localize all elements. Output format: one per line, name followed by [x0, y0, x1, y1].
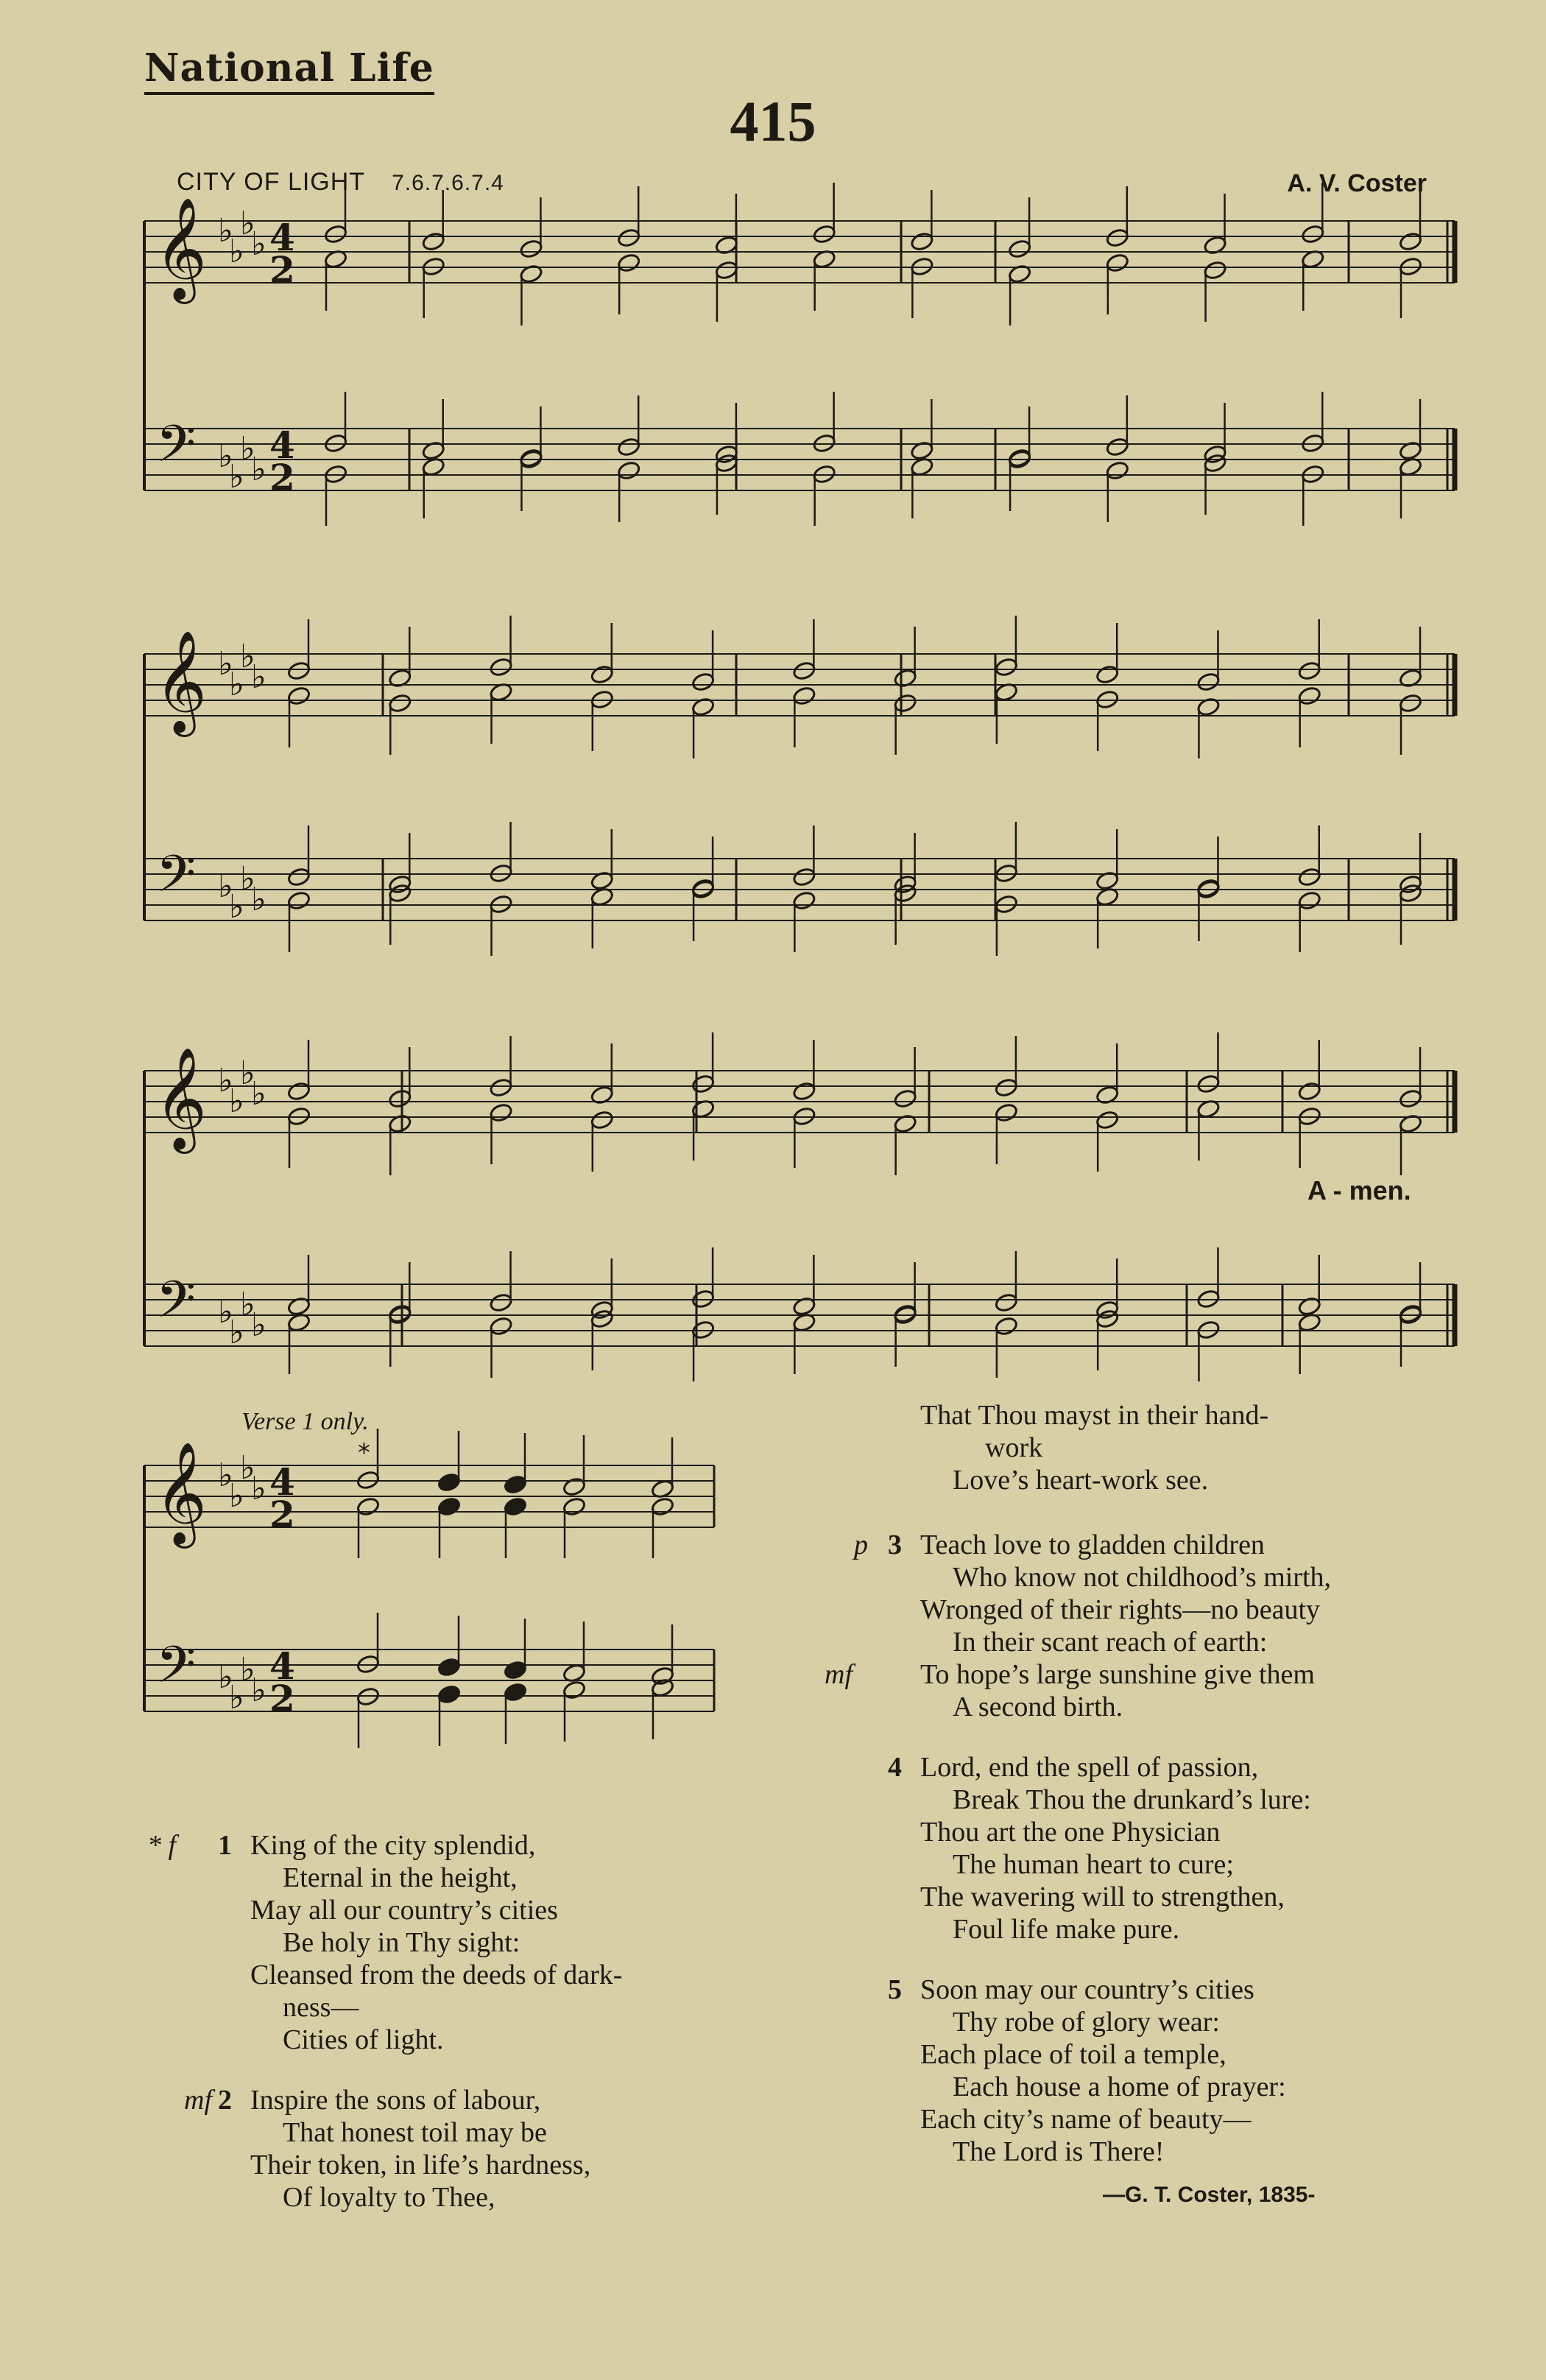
verse-line: 4 Lord, end the spell of passion, [888, 1752, 1259, 1783]
time-signature: 4 [269, 423, 295, 467]
flat-sign: ♭ [240, 1449, 255, 1487]
treble-clef: 𝄞 [155, 1442, 207, 1544]
dynamic-marking: p [854, 1529, 868, 1560]
note-head [562, 1476, 586, 1497]
flat-sign: ♭ [251, 451, 267, 488]
verse-1 [147, 1829, 623, 2056]
note-head [994, 1102, 1018, 1123]
note-head [562, 1496, 586, 1517]
note-head [650, 1496, 674, 1517]
verse-line: The wavering will to strengthen, [920, 1881, 1285, 1912]
verse-line: Cleansed from the deeds of dark- [250, 1960, 623, 1990]
verse-line: work [985, 1432, 1043, 1463]
verse-line: ness— [283, 1992, 359, 2023]
note-head [893, 693, 917, 714]
verse-line: That Thou mayst in their hand- [920, 1400, 1269, 1431]
flat-sign: ♭ [218, 1457, 233, 1494]
note-head [1301, 224, 1325, 244]
note-head [1105, 228, 1129, 248]
note-head [994, 657, 1018, 677]
verse-line: Break Thou the drunkard’s lure: [953, 1784, 1311, 1815]
verse-two-continuation [920, 1399, 1268, 1496]
flat-sign: ♭ [251, 658, 267, 696]
time-signature: 4 [269, 1460, 295, 1504]
flat-sign: ♭ [240, 1055, 255, 1092]
time-signature: 2 [269, 456, 295, 499]
verse-5 [888, 1974, 1331, 2168]
note-head [437, 1657, 461, 1677]
dynamic-marking: * f [147, 1830, 177, 1861]
flat-sign: ♭ [218, 1658, 233, 1696]
dynamic-marking: mf [825, 1659, 853, 1690]
verse-line: mf To hope’s large sunshine give them [825, 1659, 1315, 1690]
note-head [590, 1110, 614, 1130]
verse-line: The Lord is There! [953, 2136, 1165, 2167]
verse-line: Who know not childhood’s mirth, [953, 1562, 1332, 1593]
flat-sign: ♭ [218, 437, 233, 475]
bass-clef: 𝄢 [156, 1635, 197, 1707]
note-head [1105, 437, 1129, 457]
flat-sign: ♭ [229, 1314, 244, 1351]
note-head [1297, 661, 1321, 681]
note-head [1095, 1110, 1120, 1130]
note-head [691, 672, 716, 692]
note-head [503, 1660, 527, 1680]
note-head [590, 664, 614, 685]
flat-sign: ♭ [251, 1075, 267, 1113]
verse-line: Love’s heart-work see. [953, 1465, 1209, 1496]
verse-line: Thou art the one Physician [920, 1817, 1221, 1848]
note-head [1196, 1074, 1221, 1094]
flat-sign: ♭ [229, 458, 244, 496]
note-head [792, 661, 816, 681]
note-head [1297, 686, 1321, 706]
flat-sign: ♭ [251, 881, 267, 918]
bass-clef: 𝄢 [156, 1270, 197, 1342]
note-head [617, 437, 641, 457]
verse-number: 4 [888, 1752, 902, 1783]
note-head [1398, 231, 1422, 252]
note-head [1095, 664, 1120, 685]
note-head [792, 686, 816, 706]
verse-4 [888, 1751, 1331, 1946]
flat-sign: ♭ [229, 1679, 244, 1717]
note-head [437, 1684, 461, 1705]
composer: A. V. Coster [1287, 169, 1427, 197]
flat-sign: ♭ [240, 205, 255, 242]
note-head [286, 686, 311, 706]
running-head: National Life [144, 46, 434, 95]
note-head [286, 867, 311, 887]
note-head [489, 1077, 513, 1098]
flat-sign: ♭ [229, 888, 244, 926]
note-head [489, 1316, 513, 1337]
note-head [994, 1292, 1018, 1313]
note-head [437, 1472, 461, 1493]
time-signature: 4 [269, 216, 295, 259]
bass-clef: 𝄢 [156, 844, 197, 916]
note-head [1105, 253, 1129, 273]
verse-line: Of loyalty to Thee, [283, 2182, 495, 2213]
verse-line: Thy robe of glory wear: [953, 2007, 1220, 2038]
note-head [994, 1077, 1018, 1098]
note-head [1203, 260, 1227, 281]
time-signature: 2 [269, 1493, 295, 1536]
note-head [356, 1496, 380, 1517]
verse-line: May all our country’s cities [250, 1895, 558, 1926]
verse-line: * f 1 King of the city splendid, [147, 1830, 536, 1861]
note-head [1297, 890, 1321, 911]
note-head [388, 1088, 412, 1109]
flat-sign: ♭ [218, 867, 233, 905]
flat-sign: ♭ [240, 1286, 255, 1323]
note-head [1297, 867, 1321, 887]
note-head [792, 890, 816, 911]
time-signature: 2 [269, 248, 295, 292]
verse-2 [184, 2084, 622, 2214]
treble-clef: 𝄞 [155, 1047, 207, 1149]
note-head [437, 1496, 461, 1517]
note-head [1297, 1081, 1321, 1102]
time-signature: 4 [269, 1644, 295, 1688]
flat-sign: ♭ [240, 638, 255, 675]
flat-sign: ♭ [218, 1293, 233, 1331]
flat-sign: ♭ [229, 666, 244, 703]
verse-number: 3 [888, 1529, 902, 1560]
note-head [910, 231, 934, 252]
note-head [489, 657, 513, 677]
dynamic-marking: mf [184, 2085, 212, 2116]
flat-sign: ♭ [218, 1062, 233, 1099]
flat-sign: ♭ [251, 1672, 267, 1709]
note-head [421, 231, 445, 252]
note-head [812, 224, 836, 244]
note-head [323, 224, 347, 244]
note-head [617, 253, 641, 273]
tune-meter: 7.6.7.6.7.4 [392, 171, 504, 195]
note-head [489, 1102, 513, 1123]
flat-sign: ♭ [240, 1651, 255, 1689]
note-head [519, 239, 543, 259]
verse-line: The human heart to cure; [953, 1849, 1234, 1880]
note-head [562, 1680, 586, 1700]
verse-line: Each house a home of prayer: [953, 2071, 1286, 2102]
note-head [489, 1292, 513, 1313]
treble-clef: 𝄞 [155, 630, 207, 733]
note-head [503, 1496, 527, 1517]
asterisk-mark: * [358, 1438, 370, 1468]
verses-left-column [147, 1829, 623, 2242]
note-head [617, 228, 641, 248]
verse-line: Be holy in Thy sight: [283, 1927, 520, 1958]
amen-text: A - men. [1307, 1175, 1411, 1205]
hymn-number: 415 [730, 89, 816, 153]
flat-sign: ♭ [251, 1306, 267, 1344]
note-head [617, 460, 641, 481]
note-head [1398, 1088, 1422, 1109]
verse-number: 2 [218, 2085, 232, 2116]
flat-sign: ♭ [240, 860, 255, 898]
verse-line: Eternal in the height, [283, 1862, 518, 1893]
verse-3 [825, 1529, 1332, 1723]
note-head [1008, 239, 1032, 259]
flat-sign: ♭ [229, 1477, 244, 1515]
note-head [388, 693, 412, 714]
attribution: —G. T. Coster, 1835- [1103, 2183, 1316, 2207]
verse-line: A second birth. [953, 1691, 1123, 1722]
verse-line: p 3 Teach love to gladden children [854, 1529, 1265, 1560]
flat-sign: ♭ [229, 1082, 244, 1120]
verse-note: Verse 1 only. [241, 1408, 369, 1435]
note-head [503, 1682, 527, 1703]
note-head [1196, 672, 1221, 692]
verse-number: 1 [218, 1830, 232, 1861]
verse-line: Cities of light. [283, 2024, 444, 2055]
flat-sign: ♭ [240, 430, 255, 468]
note-head [286, 661, 311, 681]
note-head [714, 260, 738, 281]
bass-clef: 𝄢 [156, 414, 197, 486]
verses-right-column [825, 1529, 1332, 2196]
verse-line: Each city’s name of beauty— [920, 2104, 1252, 2135]
note-head [1105, 460, 1129, 481]
verse-line: Each place of toil a temple, [920, 2039, 1226, 2070]
verse-line: Wronged of their rights—no beauty [920, 1594, 1321, 1625]
tune-name: CITY OF LIGHT [177, 168, 366, 196]
verse-line: Their token, in life’s hardness, [250, 2150, 591, 2180]
verse-line: That honest toil may be [283, 2117, 547, 2148]
flat-sign: ♭ [251, 225, 267, 263]
flat-sign: ♭ [218, 212, 233, 250]
verse-line: In their scant reach of earth: [953, 1627, 1268, 1658]
note-head [691, 1074, 716, 1094]
treble-clef: 𝄞 [155, 197, 207, 300]
verse-line: 5 Soon may our country’s cities [888, 1974, 1254, 2005]
note-head [792, 867, 816, 887]
flat-sign: ♭ [251, 1470, 267, 1507]
note-head [503, 1474, 527, 1495]
flat-sign: ♭ [218, 645, 233, 683]
note-head [286, 1081, 311, 1102]
note-head [1398, 693, 1422, 714]
time-signature: 2 [269, 1677, 295, 1720]
verse-line: mf 2 Inspire the sons of labour, [184, 2085, 541, 2116]
verse-line: Foul life make pure. [953, 1914, 1180, 1945]
note-head [994, 1316, 1018, 1337]
note-head [893, 1088, 917, 1109]
verse-number: 5 [888, 1974, 902, 2005]
note-head [792, 1081, 816, 1102]
flat-sign: ♭ [229, 233, 244, 270]
note-head [286, 890, 311, 911]
